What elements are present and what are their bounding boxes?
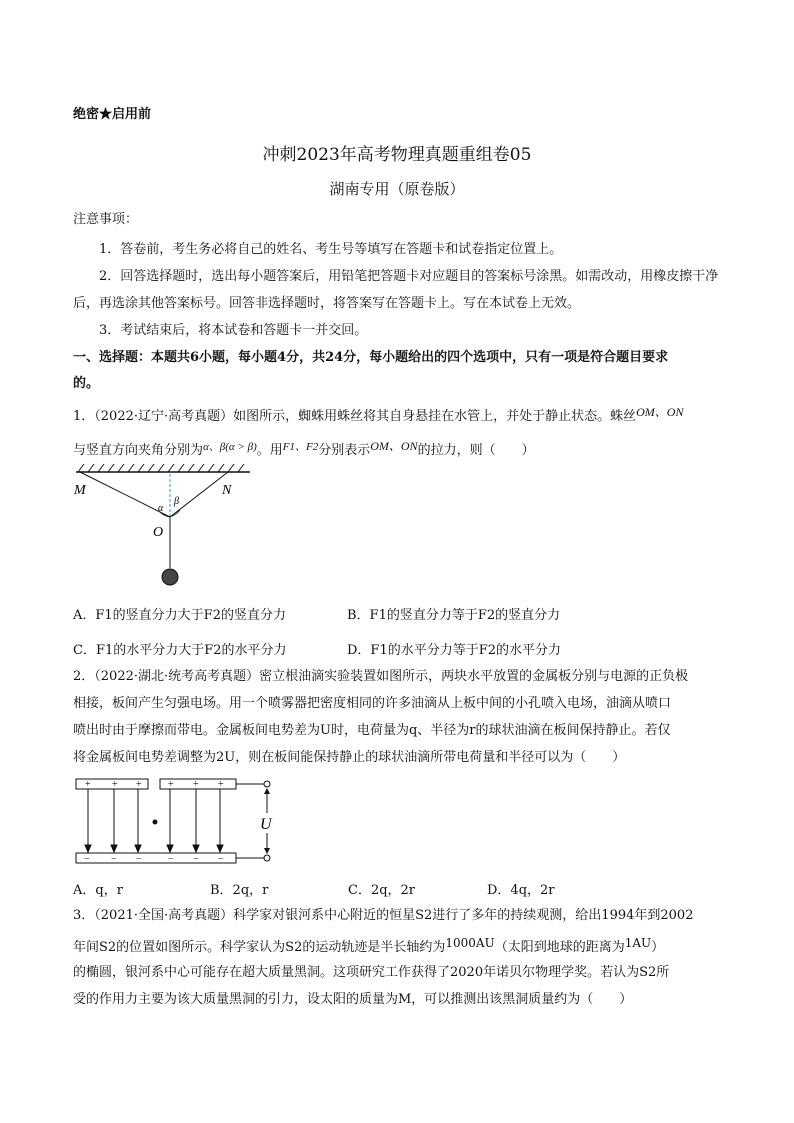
page-subtitle: 湖南专用（原卷版） [329, 180, 465, 198]
q1-option-c[interactable]: C．F1的水平分力大于F2的水平分力 [73, 643, 287, 658]
q2-stem-line4: 将金属板间电势差调整为2U，则在板间能保持静止的球状油滴所带电荷量和半径可以为（ ） [73, 750, 626, 765]
label-m: M [74, 483, 86, 498]
q1-stem-text-2b: 。用 [256, 443, 283, 458]
q1-sym-om-on: OM、ON [636, 405, 684, 419]
q3-sym-1000au: 1000AU [445, 936, 495, 950]
q1-stem-text-2d: 的拉力，则（ ） [417, 443, 535, 458]
q1-stem-line1 [73, 403, 683, 426]
q1-sym-om-on-2: OM、ON [370, 439, 418, 453]
q2-option-b[interactable]: B．2q，r [210, 883, 269, 898]
q3-stem-line2 [73, 934, 664, 957]
q1-stem-line2 [73, 437, 535, 460]
pipe-ceiling [76, 464, 250, 472]
q1-option-b[interactable]: B．F1的竖直分力等于F2的竖直分力 [347, 608, 561, 623]
q2-option-a[interactable]: A．q，r [73, 883, 123, 898]
section-heading-line2: 的。 [73, 376, 100, 391]
thread-on [170, 472, 228, 517]
svg-text:−: − [136, 854, 142, 865]
q1-sym-forces: F1、F2 [282, 441, 319, 453]
q2-stem-line2: 相接，板间产生匀强电场。用一个喷雾器把密度相同的许多油滴从上板中间的小孔喷入电场，油滴从喷口 [73, 696, 672, 711]
notes-heading: 注意事项： [73, 212, 139, 227]
label-o: O [153, 525, 164, 540]
label-beta: β [174, 496, 179, 507]
label-n: N [222, 483, 232, 498]
q3-stem-line1: 3．（2021·全国·高考真题）科学家对银河系中心附近的恒星S2进行了多年的持续观测，给出1994年到2002 [73, 908, 694, 923]
q1-stem-text-2a: 与竖直方向夹角分别为 [73, 443, 204, 458]
q1-stem-text-2c: 分别表示 [318, 443, 371, 458]
q2-option-c[interactable]: C．2q，2r [348, 883, 416, 898]
q2-millikan-figure [72, 775, 282, 871]
q3-stem-line3: 的椭圆，银河系中心可能存在超大质量黑洞。这项研究工作获得了2020年诺贝尔物理学奖。若认为S2所 [73, 965, 670, 980]
note-item-3: 3．考试结束后，将本试卷和答题卡一并交回。 [99, 323, 368, 338]
q1-spider-figure [70, 460, 260, 590]
svg-text:+: + [168, 779, 174, 790]
label-alpha: α [158, 503, 164, 514]
thread-om [80, 472, 170, 517]
bottom-plate [76, 853, 236, 863]
secret-label: 绝密★启用前 [73, 107, 152, 122]
q2-stem-line3: 喷出时由于摩擦而带电。金属板间电势差为U时，电荷量为q、半径为r的球状油滴在板间保持静止。若仅 [73, 723, 671, 738]
q3-stem-text-2c: ） [651, 940, 665, 955]
svg-text:−: − [193, 854, 199, 865]
note-item-2: 2．回答选择题时，选出每小题答案后，用铅笔把答题卡对应题目的答案标号涂黑。如需改动，用橡皮擦干净后，再选涂其他答案标号。回答非选择题时，将答案写在答题卡上。写在本试卷上无效。 [73, 269, 719, 311]
q3-stem-text-2a: 年间S2的位置如图所示。科学家认为S2的运动轨迹是半长轴约为 [73, 940, 446, 955]
svg-text:+: + [136, 779, 142, 790]
svg-text:+: + [193, 779, 199, 790]
q1-sym-angles: α、β(α > β) [203, 441, 257, 453]
svg-text:−: − [168, 854, 174, 865]
terminal-bottom [264, 855, 270, 861]
label-u: U [260, 816, 272, 833]
q1-stem-text-1: 1．（2022·辽宁·高考真题）如图所示，蜘蛛用蛛丝将其自身悬挂在水管上，并处于静止状态。蛛丝 [73, 409, 637, 424]
page-title: 冲刺2023年高考物理真题重组卷05 [262, 145, 532, 165]
svg-text:−: − [111, 854, 117, 865]
section-heading-line1: 一、选择题：本题共6小题，每小题4分，共24分，每小题给出的四个选项中，只有一项是符合题目要求 [73, 350, 669, 365]
q3-sym-1au: 1AU [624, 936, 652, 950]
q3-stem-line4: 受的作用力主要为该大质量黑洞的引力，设太阳的质量为M，可以推测出该黑洞质量约为（ ） [73, 992, 633, 1007]
spider-ball [162, 569, 178, 585]
q1-option-d[interactable]: D．F1的水平分力等于F2的水平分力 [347, 643, 562, 658]
svg-text:+: + [218, 779, 224, 790]
svg-text:−: − [218, 854, 224, 865]
q2-option-d[interactable]: D．4q，2r [487, 883, 555, 898]
q2-stem-line1: 2．（2022·湖北·统考高考真题）密立根油滴实验装置如图所示，两块水平放置的金属板分别与电源的正负极 [73, 669, 689, 684]
svg-text:+: + [112, 779, 118, 790]
svg-text:+: + [85, 779, 91, 790]
svg-text:−: − [84, 854, 90, 865]
oil-drop [153, 820, 158, 825]
q3-stem-text-2b: （太阳到地球的距离为 [494, 940, 625, 955]
q1-option-a[interactable]: A．F1的竖直分力大于F2的竖直分力 [73, 608, 286, 623]
terminal-top [264, 781, 270, 787]
note-item-1: 1．答卷前，考生务必将自己的姓名、考生号等填写在答题卡和试卷指定位置上。 [99, 242, 563, 257]
